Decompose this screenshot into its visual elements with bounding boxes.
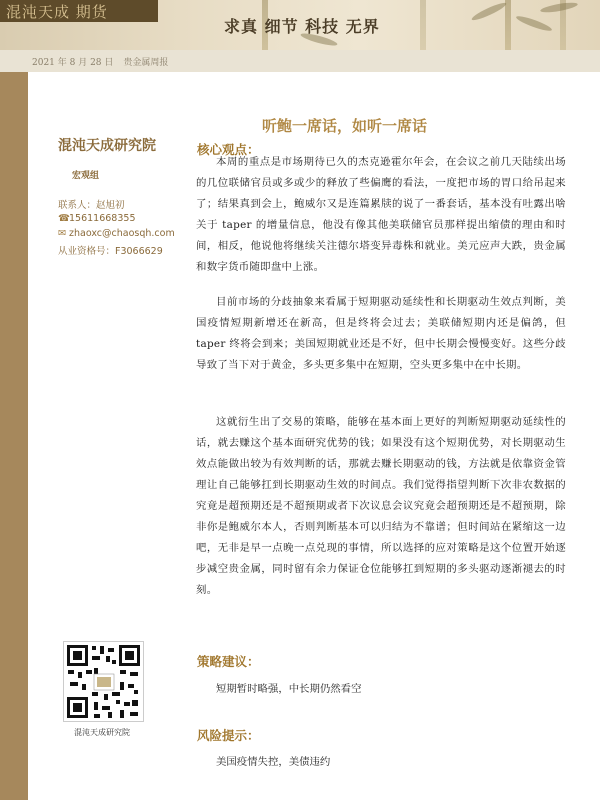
bamboo-decoration bbox=[505, 0, 511, 50]
date-bar bbox=[0, 50, 600, 72]
contact-person: 联系人：赵旭初 bbox=[58, 200, 125, 211]
contact-phone: ☎15611668355 bbox=[58, 213, 136, 224]
org-name: 混沌天成研究院 bbox=[58, 138, 156, 154]
qr-code-graphic bbox=[64, 642, 143, 721]
core-heading: 核心观点： bbox=[197, 142, 260, 157]
mail-icon: ✉ bbox=[58, 228, 66, 239]
strategy-heading: 策略建议： bbox=[197, 654, 260, 669]
slogan: 求真 细节 科技 无界 bbox=[224, 17, 380, 36]
company-logo bbox=[0, 0, 158, 22]
paragraph-2: 目前市场的分歧抽象来看属于短期驱动延续性和长期驱动生效点判断，美国疫情短期新增还在新高，但是终将会过去；美联储短期内还是偏鸽，但 taper 终将会到来；美国短期就业还是不好，但中长期会慢慢变好。这些分歧导致了当下对于黄金，多头更多集中在短期，空头更多集中在中长期。 bbox=[196, 296, 566, 371]
qr-caption: 混沌天成研究院 bbox=[74, 728, 130, 737]
risk-text: 美国疫情失控，美债违约 bbox=[216, 756, 331, 768]
phone-icon: ☎ bbox=[58, 213, 70, 224]
leaf-decoration bbox=[540, 1, 579, 14]
left-accent-strip bbox=[0, 72, 28, 800]
group-name: 宏观组 bbox=[72, 171, 100, 181]
risk-heading: 风险提示： bbox=[197, 728, 260, 743]
header-banner bbox=[0, 0, 600, 50]
logo-text: 混沌天成 期货 bbox=[6, 3, 108, 21]
leaf-decoration bbox=[515, 14, 553, 34]
contact-email[interactable]: ✉ zhaoxc@chaosqh.com bbox=[58, 228, 175, 239]
bamboo-decoration bbox=[420, 0, 426, 50]
leaf-decoration bbox=[470, 0, 507, 22]
paragraph-1: 本周的重点是市场期待已久的杰克逊霍尔年会，在会议之前几天陆续出场的几位联储官员或多或少的释放了些偏鹰的看法，一度把市场的胃口给吊起来了；结果真到会上，鲍威尔又是连篇累牍的说了一番套话，基本没有吐露出啥关于 taper 的增量信息，他没有像其他美联储官员那样提出缩债的理由和时间，相反，他说他将继续关注德尔塔变异毒株和就业。美元应声大跌，贵金属和数字货币随即盘中上涨。 bbox=[196, 156, 566, 273]
contact-license: 从业资格号：F3066629 bbox=[58, 246, 163, 257]
report-meta bbox=[32, 55, 168, 68]
qr-code[interactable] bbox=[63, 641, 144, 722]
paragraph-3: 这就衍生出了交易的策略，能够在基本面上更好的判断短期驱动延续性的话，就去赚这个基本面研究优势的钱；如果没有这个短期优势，对长期驱动生效点能做出较为有效判断的话，那就去赚长期驱动的钱，方法就是依靠资金管理让自己能够扛到长期驱动生效的时间点。我们觉得指望判断下次非农数据的究竟是超预期还是不超预期或者下次议息会议究竟会超预期还是不超预期，除非你是鲍威尔本人，否则判断基本可以归结为不靠谱；但时间站在紧缩这一边吧，无非是早一点晚一点兑现的事情，所以选择的应对策略是这个位置开始逐步减空贵金属，同时留有余力保证仓位能够扛到短期的多头驱动逐渐褪去的时刻。 bbox=[196, 416, 566, 596]
strategy-text: 短期暂时略强，中长期仍然看空 bbox=[216, 683, 362, 695]
report-type: 贵金属周报 bbox=[123, 58, 169, 68]
report-date: 2021 年 8 月 28 日 bbox=[32, 58, 114, 68]
